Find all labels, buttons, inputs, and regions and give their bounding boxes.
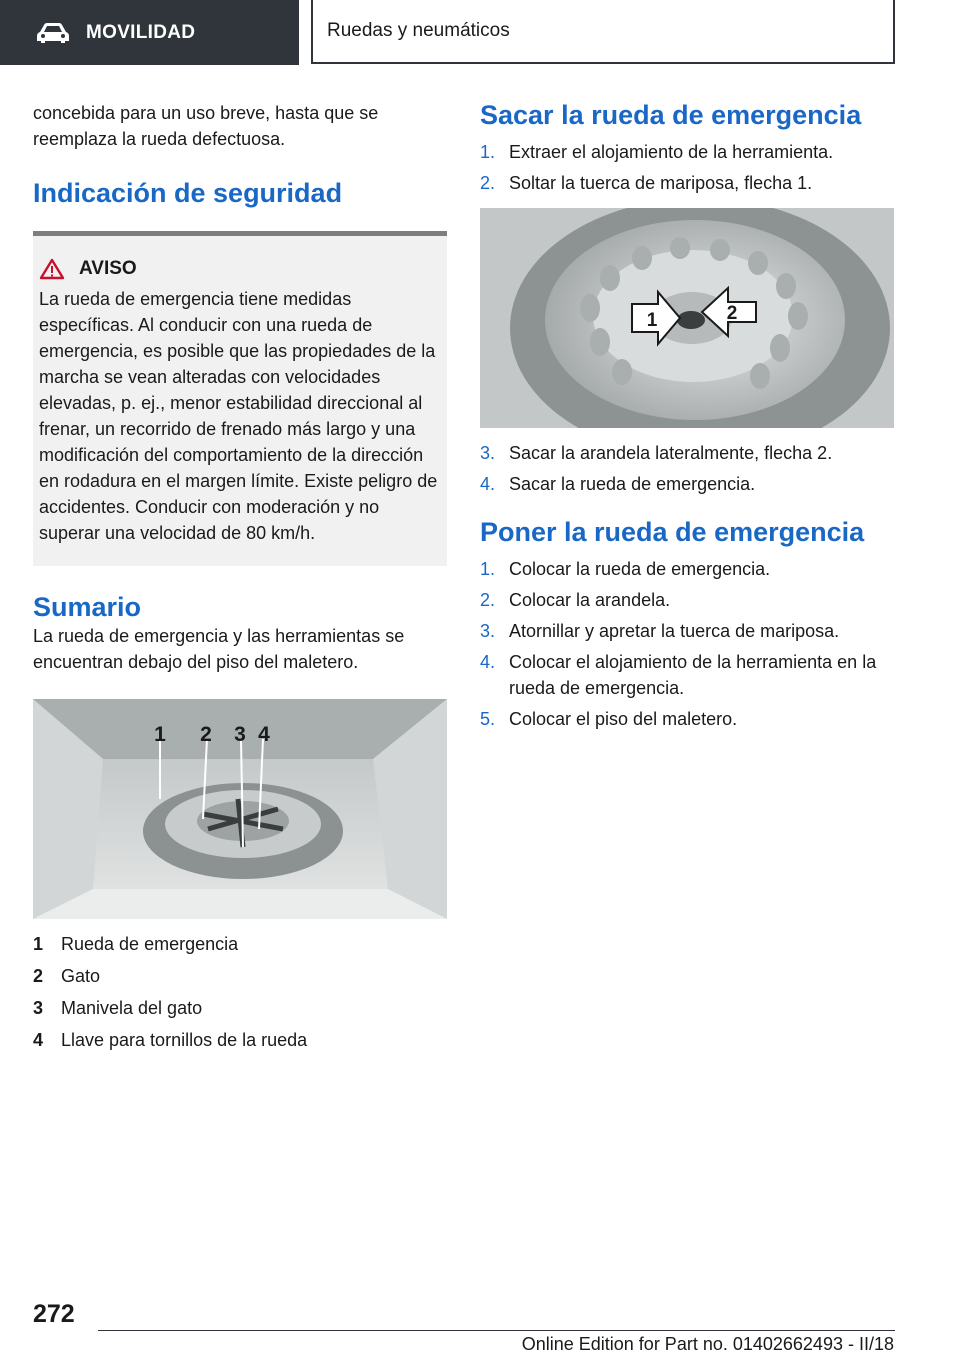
footer-divider	[98, 1330, 895, 1331]
legend-item	[33, 931, 447, 957]
step-text: Colocar el alojamiento de la herramienta en la rueda de emergencia.	[509, 652, 877, 698]
trunk-spare-wheel-figure	[33, 699, 447, 919]
right-column	[480, 100, 894, 737]
step-item	[480, 471, 894, 497]
chapter-title	[311, 0, 895, 64]
figure-callout-3: 3	[234, 723, 246, 746]
step-number: 3.	[480, 443, 496, 463]
chapter-label: Ruedas y neumáticos	[327, 20, 510, 41]
step-number: 1.	[480, 559, 496, 579]
figure-callout-2: 2	[726, 303, 738, 324]
step-text: Soltar la tuerca de mariposa, flecha 1.	[509, 173, 813, 193]
figure-callout-1: 1	[154, 723, 166, 746]
legend-text: Llave para tornillos de la rueda	[61, 1030, 308, 1050]
step-text: Extraer el alojamiento de la herramienta.	[509, 142, 834, 162]
spare-wheel-nut-figure	[480, 208, 894, 428]
legend-item	[33, 1027, 447, 1053]
step-number: 4.	[480, 474, 496, 494]
legend-item	[33, 995, 447, 1021]
legend-number: 2	[33, 966, 44, 986]
step-item	[480, 649, 894, 701]
step-number: 3.	[480, 621, 496, 641]
step-number: 4.	[480, 652, 496, 672]
remove-steps-b	[480, 440, 894, 497]
step-item	[480, 706, 894, 732]
step-number: 1.	[480, 142, 496, 162]
legend-item	[33, 963, 447, 989]
legend-text: Gato	[61, 966, 101, 986]
step-number: 5.	[480, 709, 496, 729]
warning-triangle-icon	[39, 258, 65, 280]
warning-header	[39, 258, 447, 280]
step-number: 2.	[480, 590, 496, 610]
left-column	[33, 100, 447, 1059]
step-item	[480, 139, 894, 165]
step-item	[480, 440, 894, 466]
step-text: Sacar la arandela lateralmente, flecha 2.	[509, 443, 833, 463]
remove-heading: Sacar la rueda de emergencia	[480, 100, 862, 130]
warning-text: La rueda de emergencia tiene medidas específicas. Al conducir con una rueda de emergencia, es posible que las propiedades de la marcha se vean alteradas con velocidades elevadas, p. ej., menor estabilidad direccional al frenar, un recorrido de frenado más largo y una modificación del comportamiento de la dirección en rodadura en el margen límite. Existe peligro de accidentes. Conducir con moderación y no superar una velocidad de 80 km/h.	[39, 289, 438, 543]
footer-edition: Online Edition for Part no. 01402662493 - II/18	[521, 1334, 894, 1354]
legend-text: Manivela del gato	[61, 998, 203, 1018]
summary-heading: Sumario	[33, 592, 142, 622]
safety-heading: Indicación de seguridad	[33, 178, 343, 208]
figure-callout-4: 4	[258, 723, 270, 746]
step-text: Colocar la rueda de emergencia.	[509, 559, 771, 579]
step-text: Sacar la rueda de emergencia.	[509, 474, 756, 494]
step-number: 2.	[480, 173, 496, 193]
figure-callout-2: 2	[200, 723, 212, 746]
legend-number: 4	[33, 1030, 44, 1050]
legend-number: 1	[33, 934, 44, 954]
car-icon	[36, 22, 70, 44]
step-text: Atornillar y apretar la tuerca de mariposa.	[509, 621, 840, 641]
figure-legend	[33, 931, 447, 1053]
legend-number: 3	[33, 998, 44, 1018]
step-item	[480, 556, 894, 582]
intro-text: concebida para un uso breve, hasta que se reemplaza la rueda defectuosa.	[33, 103, 379, 149]
section-label: MOVILIDAD	[86, 21, 196, 43]
page-number: 272	[33, 1300, 75, 1328]
warning-label: AVISO	[79, 258, 137, 279]
remove-steps-a	[480, 139, 894, 196]
section-tab	[0, 0, 299, 65]
step-item	[480, 618, 894, 644]
step-text: Colocar el piso del maletero.	[509, 709, 738, 729]
warning-box	[33, 231, 447, 566]
step-item	[480, 587, 894, 613]
figure-callout-1: 1	[646, 310, 658, 331]
legend-text: Rueda de emergencia	[61, 934, 239, 954]
step-text: Colocar la arandela.	[509, 590, 671, 610]
install-steps	[480, 556, 894, 732]
summary-text: La rueda de emergencia y las herramientas se encuentran debajo del piso del maletero.	[33, 626, 405, 672]
step-item	[480, 170, 894, 196]
install-heading: Poner la rueda de emergencia	[480, 517, 865, 547]
